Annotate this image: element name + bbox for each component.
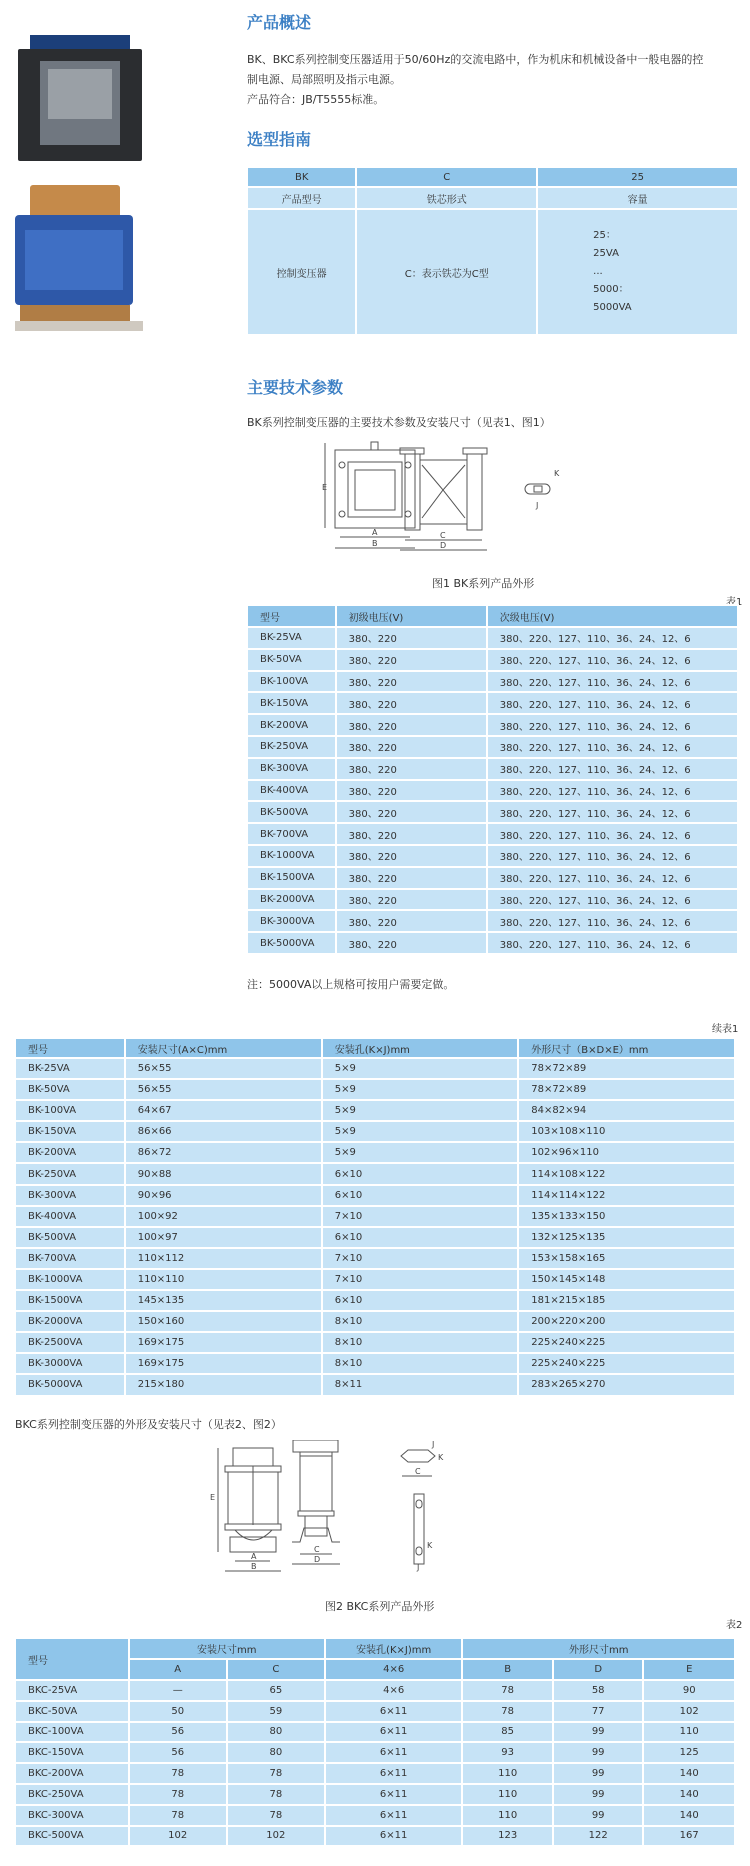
table-cell: 58: [553, 1680, 644, 1701]
table-cell: BK-3000VA: [15, 1353, 125, 1374]
table-cell: 99: [553, 1784, 644, 1805]
guide-header: 25: [537, 167, 738, 187]
table-cell: 99: [553, 1722, 644, 1743]
table-cell: BK-3000VA: [247, 910, 336, 932]
table-row: [247, 780, 738, 802]
table-cell: 181×215×185: [518, 1290, 735, 1311]
guide-header: C: [356, 167, 537, 187]
table-row: [15, 1374, 735, 1395]
table-cell: 123: [462, 1826, 553, 1847]
table-row: [15, 1826, 735, 1847]
table-row: [15, 1206, 735, 1227]
table-cell: BK-1500VA: [247, 867, 336, 889]
overview-title: 产品概述: [247, 13, 312, 32]
table-cell: BK-400VA: [15, 1206, 125, 1227]
table-cell: 6×10: [322, 1227, 519, 1248]
table-2-bkc-dimensions: [14, 1637, 736, 1847]
table-cell: BK-500VA: [15, 1227, 125, 1248]
table-cell: BK-2500VA: [15, 1332, 125, 1353]
table-row: [247, 889, 738, 911]
guide-title: 选型指南: [247, 130, 312, 149]
table-row: [15, 1332, 735, 1353]
table-cell: 78×72×89: [518, 1079, 735, 1100]
figure-2-bkc-outline: [200, 1440, 530, 1580]
table-cell: BKC-200VA: [15, 1763, 129, 1784]
column-header: C: [227, 1659, 325, 1680]
table-cell: 6×10: [322, 1185, 519, 1206]
guide-value: C：表示铁芯为C型: [356, 209, 537, 335]
table-1-cont-tag: 续表1: [712, 1024, 739, 1035]
table-cell: 380、220、127、110、36、24、12、6: [487, 823, 738, 845]
table-cell: 78: [129, 1763, 227, 1784]
guide-label: 容量: [537, 187, 738, 209]
table-row: [15, 1227, 735, 1248]
table-cell: 84×82×94: [518, 1100, 735, 1121]
table-cell: 4×6: [325, 1680, 462, 1701]
table-cell: 140: [643, 1763, 735, 1784]
capacity-line: 5000VA: [593, 302, 632, 313]
table-cell: 78: [227, 1763, 325, 1784]
table-cell: 85: [462, 1722, 553, 1743]
table-cell: BKC-25VA: [15, 1680, 129, 1701]
table-cell: 380、220、127、110、36、24、12、6: [487, 780, 738, 802]
table-cell: 380、220: [336, 692, 487, 714]
table-cell: 380、220、127、110、36、24、12、6: [487, 889, 738, 911]
table-cell: 380、220: [336, 627, 487, 649]
table-cell: 225×240×225: [518, 1353, 735, 1374]
fig1-label-e: E: [322, 483, 328, 492]
fig2-label-c: C: [314, 1545, 320, 1554]
table-cell: BK-100VA: [15, 1100, 125, 1121]
table-cell: 5×9: [322, 1100, 519, 1121]
table-row: [15, 1058, 735, 1079]
table-cell: 102: [129, 1826, 227, 1847]
table-cell: 135×133×150: [518, 1206, 735, 1227]
table-cell: 380、220、127、110、36、24、12、6: [487, 758, 738, 780]
table-cell: BKC-300VA: [15, 1805, 129, 1826]
table-cell: 102: [227, 1826, 325, 1847]
table-cell: 283×265×270: [518, 1374, 735, 1395]
column-header: E: [643, 1659, 735, 1680]
table-cell: 78: [462, 1701, 553, 1722]
column-header: B: [462, 1659, 553, 1680]
table-header-row: [247, 605, 738, 627]
table-row: [15, 1784, 735, 1805]
table-cell: 110: [462, 1784, 553, 1805]
table-cell: 110: [462, 1763, 553, 1784]
table-cell: 145×135: [125, 1290, 322, 1311]
table-cell: 56: [129, 1722, 227, 1743]
table-cell: 80: [227, 1742, 325, 1763]
table-cell: 380、220: [336, 867, 487, 889]
fig1-label-b: B: [372, 539, 378, 548]
guide-header: BK: [247, 167, 356, 187]
capacity-line: 25：: [593, 230, 616, 241]
table-cell: 380、220: [336, 932, 487, 954]
table-cell: BK-400VA: [247, 780, 336, 802]
table-cell: 380、220、127、110、36、24、12、6: [487, 692, 738, 714]
table-row: [15, 1353, 735, 1374]
table-cell: 93: [462, 1742, 553, 1763]
table-cell: BKC-150VA: [15, 1742, 129, 1763]
table-cell: 225×240×225: [518, 1332, 735, 1353]
table-row: [247, 671, 738, 693]
table-row: [247, 649, 738, 671]
table-cell: 380、220: [336, 889, 487, 911]
table-cell: 380、220: [336, 671, 487, 693]
table-cell: 380、220: [336, 845, 487, 867]
table-row: [247, 714, 738, 736]
fig2-label-c-side: C: [415, 1467, 421, 1476]
figure-1-bk-outline: [320, 440, 680, 560]
table-cell: 380、220: [336, 910, 487, 932]
product-photo-bkc: [15, 185, 150, 345]
table-cell: 90×96: [125, 1185, 322, 1206]
table-cell: 380、220: [336, 714, 487, 736]
params-caption: BK系列控制变压器的主要技术参数及安装尺寸（见表1、图1）: [247, 416, 551, 429]
table-row: [15, 1100, 735, 1121]
fig1-label-d: D: [440, 541, 447, 550]
table-cell: BK-5000VA: [15, 1374, 125, 1395]
table-cell: 380、220、127、110、36、24、12、6: [487, 627, 738, 649]
table-cell: 6×11: [325, 1701, 462, 1722]
column-header: 型号: [15, 1038, 125, 1058]
table-cell: BKC-100VA: [15, 1722, 129, 1743]
table-row: [15, 1163, 735, 1184]
table-cell: 8×11: [322, 1374, 519, 1395]
table-cell: 380、220、127、110、36、24、12、6: [487, 845, 738, 867]
selection-guide-table: [246, 166, 739, 336]
table-cell: —: [129, 1680, 227, 1701]
fig2-label-j-side: J: [417, 1563, 420, 1572]
table-cell: 78: [462, 1680, 553, 1701]
table-cell: 6×11: [325, 1742, 462, 1763]
column-group-header: 外形尺寸mm: [462, 1638, 735, 1659]
table-cell: 78: [227, 1784, 325, 1805]
table-cell: BK-250VA: [247, 736, 336, 758]
table-1-note: 注：5000VA以上规格可按用户需要定做。: [247, 978, 455, 991]
table-row: [15, 1763, 735, 1784]
guide-label: 产品型号: [247, 187, 356, 209]
product-photo-bk: [18, 35, 148, 165]
table-cell: 110: [462, 1805, 553, 1826]
table-cell: 86×66: [125, 1121, 322, 1142]
table-cell: 6×11: [325, 1722, 462, 1743]
fig2-label-k: K: [438, 1453, 444, 1462]
fig2-label-j: J: [432, 1440, 435, 1449]
figure-1-caption: 图1 BK系列产品外形: [432, 577, 535, 590]
column-header: 安装孔(K×J)mm: [322, 1038, 519, 1058]
table-cell: 6×10: [322, 1163, 519, 1184]
table-cell: BK-700VA: [247, 823, 336, 845]
table-cell: 102: [643, 1701, 735, 1722]
table-cell: 6×11: [325, 1826, 462, 1847]
table-cell: 56×55: [125, 1079, 322, 1100]
table-row: [15, 1248, 735, 1269]
overview-text: [247, 50, 747, 110]
column-header: 次级电压(V): [487, 605, 738, 627]
table-cell: BK-25VA: [247, 627, 336, 649]
table-cell: 56×55: [125, 1058, 322, 1079]
table-cell: 8×10: [322, 1332, 519, 1353]
table-cell: 380、220、127、110、36、24、12、6: [487, 867, 738, 889]
table-cell: 5×9: [322, 1058, 519, 1079]
table-row: [247, 867, 738, 889]
table-cell: BK-50VA: [247, 649, 336, 671]
table-row: [247, 692, 738, 714]
column-header: A: [129, 1659, 227, 1680]
table-cell: BKC-250VA: [15, 1784, 129, 1805]
fig2-label-d: D: [314, 1555, 321, 1564]
fig2-label-b: B: [251, 1562, 257, 1571]
column-header: 型号: [247, 605, 336, 627]
table-cell: 100×92: [125, 1206, 322, 1227]
table-cell: 8×10: [322, 1311, 519, 1332]
table-cell: BKC-500VA: [15, 1826, 129, 1847]
table-cell: 8×10: [322, 1353, 519, 1374]
table-cell: BK-200VA: [247, 714, 336, 736]
table-row: [15, 1311, 735, 1332]
table-cell: 122: [553, 1826, 644, 1847]
table-row: [15, 1121, 735, 1142]
table-2-tag: 表2: [726, 1620, 743, 1631]
table-cell: 99: [553, 1805, 644, 1826]
table-row: [247, 758, 738, 780]
table-cell: 6×11: [325, 1805, 462, 1826]
table-cell: BK-2000VA: [15, 1311, 125, 1332]
table-cell: 102×96×110: [518, 1142, 735, 1163]
table-cell: 90: [643, 1680, 735, 1701]
table-cell: BK-1000VA: [15, 1269, 125, 1290]
table-cell: 380、220、127、110、36、24、12、6: [487, 736, 738, 758]
table-row: [247, 801, 738, 823]
fig1-label-k: K: [554, 469, 560, 478]
table-cell: 78×72×89: [518, 1058, 735, 1079]
table-cell: 110×110: [125, 1269, 322, 1290]
table-row: [15, 1805, 735, 1826]
column-header: 4×6: [325, 1659, 462, 1680]
guide-label: 铁芯形式: [356, 187, 537, 209]
table-cell: 56: [129, 1742, 227, 1763]
table-cell: 150×145×148: [518, 1269, 735, 1290]
capacity-line: 25VA: [593, 248, 619, 259]
table-row: [15, 1142, 735, 1163]
fig1-label-c: C: [440, 531, 446, 540]
table-row: [247, 910, 738, 932]
table-cell: 169×175: [125, 1353, 322, 1374]
table-row: [15, 1742, 735, 1763]
table-cell: BK-2000VA: [247, 889, 336, 911]
table-cell: 215×180: [125, 1374, 322, 1395]
capacity-line: 5000：: [593, 284, 629, 295]
table-cell: 7×10: [322, 1206, 519, 1227]
table-cell: 99: [553, 1742, 644, 1763]
table-cell: BK-1500VA: [15, 1290, 125, 1311]
table-cell: 125: [643, 1742, 735, 1763]
table-cell: BKC-50VA: [15, 1701, 129, 1722]
table-cell: 65: [227, 1680, 325, 1701]
table-cell: 153×158×165: [518, 1248, 735, 1269]
table-header-row: [15, 1038, 735, 1058]
table-cell: 140: [643, 1805, 735, 1826]
table-cell: 380、220: [336, 758, 487, 780]
table-cell: 5×9: [322, 1142, 519, 1163]
table-cell: 380、220: [336, 823, 487, 845]
table-cell: BK-150VA: [15, 1121, 125, 1142]
table-cell: 90×88: [125, 1163, 322, 1184]
table-row: [247, 932, 738, 954]
table-cell: 80: [227, 1722, 325, 1743]
table-cell: BK-5000VA: [247, 932, 336, 954]
table-cell: 5×9: [322, 1079, 519, 1100]
table-cell: 167: [643, 1826, 735, 1847]
table-cell: 380、220、127、110、36、24、12、6: [487, 910, 738, 932]
table-cell: 59: [227, 1701, 325, 1722]
fig2-label-e: E: [210, 1493, 216, 1502]
table-cell: 5×9: [322, 1121, 519, 1142]
table-cell: 380、220、127、110、36、24、12、6: [487, 714, 738, 736]
table-cell: BK-300VA: [15, 1185, 125, 1206]
params-title: 主要技术参数: [247, 378, 344, 397]
table-cell: 78: [129, 1805, 227, 1826]
table-1-continued-dimensions: [14, 1037, 736, 1397]
table-cell: 86×72: [125, 1142, 322, 1163]
table-1-tag: 表1: [726, 597, 743, 608]
column-header: 安装尺寸(A×C)mm: [125, 1038, 322, 1058]
table-row: [15, 1290, 735, 1311]
bkc-caption: BKC系列控制变压器的外形及安装尺寸（见表2、图2）: [15, 1418, 282, 1431]
table-row: [247, 845, 738, 867]
table-row: [15, 1680, 735, 1701]
column-header: 外形尺寸（B×D×E）mm: [518, 1038, 735, 1058]
table-cell: 110×112: [125, 1248, 322, 1269]
fig2-label-k-side: K: [427, 1541, 433, 1550]
capacity-line: ...: [593, 266, 603, 277]
table-row: [15, 1079, 735, 1100]
table-cell: 103×108×110: [518, 1121, 735, 1142]
table-cell: 6×11: [325, 1763, 462, 1784]
fig2-label-a: A: [251, 1552, 257, 1561]
table-cell: 77: [553, 1701, 644, 1722]
table-cell: 114×114×122: [518, 1185, 735, 1206]
overview-line-2: 制电源、局部照明及指示电源。: [247, 73, 401, 86]
table-cell: BK-100VA: [247, 671, 336, 693]
table-cell: BK-500VA: [247, 801, 336, 823]
table-cell: 150×160: [125, 1311, 322, 1332]
fig1-label-j: J: [536, 501, 539, 510]
table-cell: 132×125×135: [518, 1227, 735, 1248]
table-cell: 7×10: [322, 1248, 519, 1269]
table-cell: BK-150VA: [247, 692, 336, 714]
fig1-label-a: A: [372, 528, 378, 537]
table-group-header-row: [15, 1638, 735, 1659]
table-cell: BK-50VA: [15, 1079, 125, 1100]
table-cell: BK-300VA: [247, 758, 336, 780]
guide-capacity: [537, 209, 738, 335]
table-cell: BK-700VA: [15, 1248, 125, 1269]
table-cell: 50: [129, 1701, 227, 1722]
table-cell: 64×67: [125, 1100, 322, 1121]
table-cell: 380、220、127、110、36、24、12、6: [487, 801, 738, 823]
table-cell: 110: [643, 1722, 735, 1743]
table-row: [15, 1722, 735, 1743]
table-cell: 380、220、127、110、36、24、12、6: [487, 932, 738, 954]
table-cell: 380、220: [336, 801, 487, 823]
table-1-voltages: [246, 604, 739, 955]
table-cell: BK-250VA: [15, 1163, 125, 1184]
table-cell: 99: [553, 1763, 644, 1784]
table-cell: BK-25VA: [15, 1058, 125, 1079]
table-cell: 380、220、127、110、36、24、12、6: [487, 649, 738, 671]
guide-value: 控制变压器: [247, 209, 356, 335]
column-header: D: [553, 1659, 644, 1680]
table-cell: 169×175: [125, 1332, 322, 1353]
table-cell: 100×97: [125, 1227, 322, 1248]
table-cell: 6×11: [325, 1784, 462, 1805]
table-row: [15, 1269, 735, 1290]
table-row: [247, 823, 738, 845]
figure-2-caption: 图2 BKC系列产品外形: [325, 1600, 435, 1613]
table-cell: 380、220、127、110、36、24、12、6: [487, 671, 738, 693]
table-cell: 78: [227, 1805, 325, 1826]
table-cell: 380、220: [336, 649, 487, 671]
column-header: 初级电压(V): [336, 605, 487, 627]
table-cell: 78: [129, 1784, 227, 1805]
table-cell: 7×10: [322, 1269, 519, 1290]
table-cell: 380、220: [336, 736, 487, 758]
overview-line-3: 产品符合：JB/T5555标准。: [247, 93, 385, 106]
table-row: [15, 1185, 735, 1206]
table-cell: 380、220: [336, 780, 487, 802]
table-cell: 200×220×200: [518, 1311, 735, 1332]
table-row: [247, 736, 738, 758]
table-cell: BK-200VA: [15, 1142, 125, 1163]
column-group-header: 安装孔(K×J)mm: [325, 1638, 462, 1659]
column-group-header: 安装尺寸mm: [129, 1638, 325, 1659]
column-header: 型号: [15, 1638, 129, 1680]
table-cell: BK-1000VA: [247, 845, 336, 867]
table-row: [247, 627, 738, 649]
table-cell: 114×108×122: [518, 1163, 735, 1184]
overview-line-1: BK、BKC系列控制变压器适用于50/60Hz的交流电路中，作为机床和机械设备中一般电器的控: [247, 53, 704, 66]
table-row: [15, 1701, 735, 1722]
table-cell: 140: [643, 1784, 735, 1805]
table-cell: 6×10: [322, 1290, 519, 1311]
